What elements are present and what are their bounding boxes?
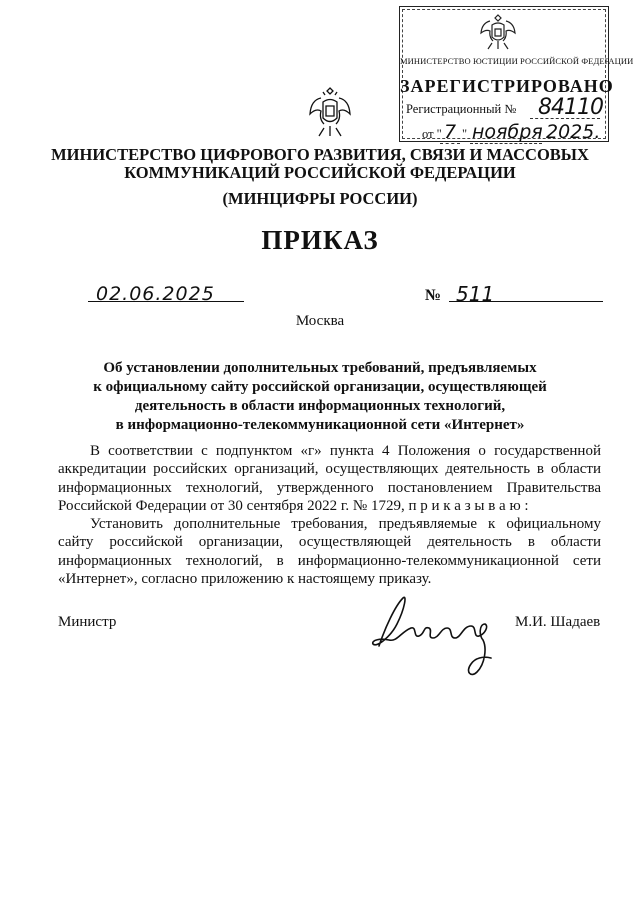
stamp-date-quote: " xyxy=(462,127,468,141)
stamp-ministry: МИНИСТЕРСТВО ЮСТИЦИИ РОССИЙСКОЙ ФЕДЕРАЦИИ xyxy=(400,56,634,66)
signer-role: Министр xyxy=(58,614,117,630)
order-number-label: № xyxy=(425,287,442,304)
stamp-date-year: 2025. xyxy=(546,121,601,143)
subject-line2: к официальному сайту российской организации, осуществляющей xyxy=(93,379,547,395)
stamp-registered-title: ЗАРЕГИСТРИРОВАНО xyxy=(400,76,614,96)
signer-name: М.И. Шадаев xyxy=(515,614,601,630)
body-paragraph-2: Установить дополнительные требования, предъявляемые к официальному сайту российской организации, осуществляющей деятельность в области информационных технологий, в информационно-телекоммуникационной сети «Интернет», согласно приложению к настоящему приказу. xyxy=(58,516,601,587)
stamp-day-underline xyxy=(440,143,460,144)
ministry-name-line2: КОММУНИКАЦИЙ РОССИЙСКОЙ ФЕДЕРАЦИИ xyxy=(124,163,516,182)
coat-of-arms-icon xyxy=(478,11,518,53)
order-date: 02.06.2025 xyxy=(96,283,215,305)
stamp-reg-label: Регистрационный № xyxy=(406,102,517,116)
ministry-name xyxy=(0,146,640,182)
ministry-name-line1: МИНИСТЕРСТВО ЦИФРОВОГО РАЗВИТИЯ, СВЯЗИ И МАССОВЫХ xyxy=(51,145,589,164)
order-number-underline xyxy=(449,301,603,302)
subject-line4: в информационно-телекоммуникационной сети «Интернет» xyxy=(115,417,525,433)
order-date-underline xyxy=(88,301,244,302)
coat-of-arms-icon xyxy=(309,86,351,138)
stamp-date-day: 7 xyxy=(444,121,457,143)
order-city: Москва xyxy=(295,313,345,329)
ministry-short-name: (МИНЦИФРЫ РОССИИ) xyxy=(222,189,418,208)
stamp-date-prefix: от " xyxy=(422,127,442,141)
order-subject xyxy=(70,359,570,435)
handwritten-signature xyxy=(367,588,507,680)
subject-line1: Об установлении дополнительных требований, предъявляемых xyxy=(103,360,537,376)
body-paragraph-1: В соответствии с подпунктом «г» пункта 4 Положения о государственной аккредитации российских организаций, осуществляющих деятельность в области информационных технологий, утвержденного постановлением Правительства Российской Федерации от 30 сентября 2022 г. № 1729, п р и к а з ы в а ю : xyxy=(58,443,601,514)
stamp-date-month: ноября xyxy=(472,121,543,143)
order-number: 511 xyxy=(456,282,495,306)
registration-stamp xyxy=(399,6,634,143)
stamp-reg-number: 84110 xyxy=(538,95,603,120)
stamp-month-underline xyxy=(470,143,542,144)
subject-line3: деятельность в области информационных технологий, xyxy=(134,398,506,414)
document-type-title: ПРИКАЗ xyxy=(261,225,379,255)
